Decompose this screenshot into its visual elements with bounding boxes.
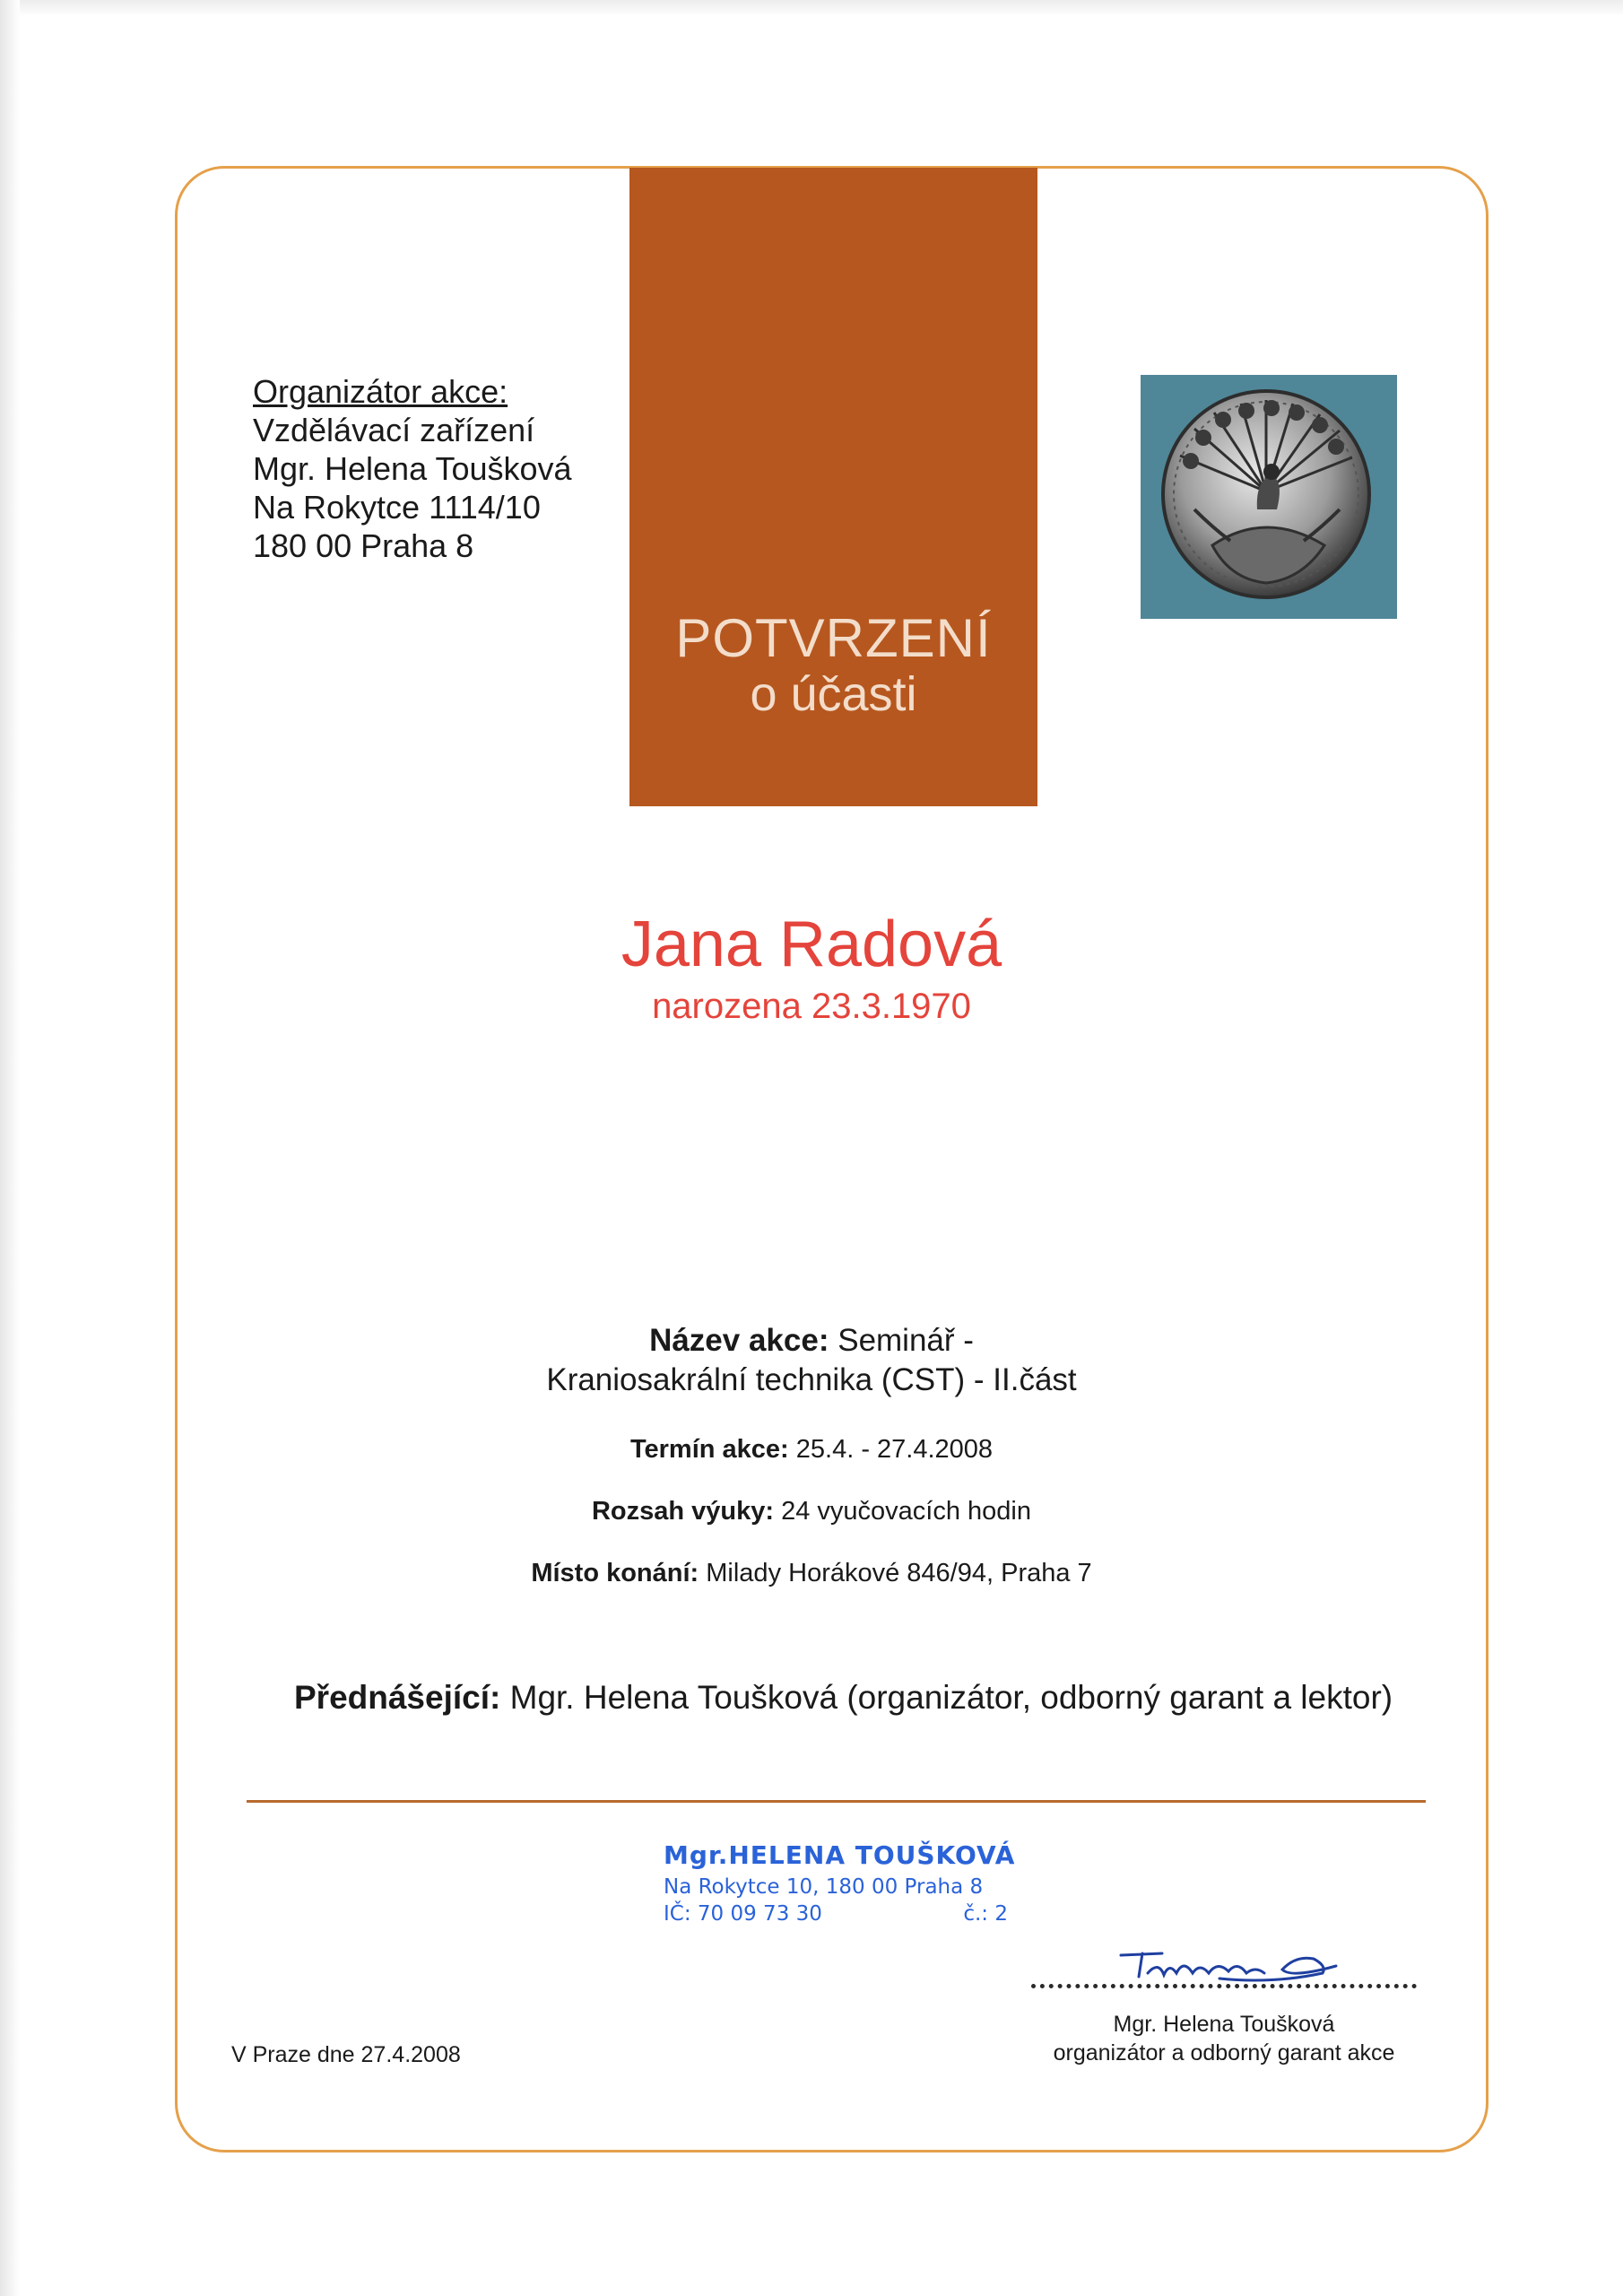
organizer-line: Vzdělávací zařízení bbox=[253, 412, 535, 448]
event-scope-line bbox=[0, 1497, 1623, 1526]
event-name-label: Název akce: bbox=[649, 1323, 829, 1358]
certificate-title: POTVRZENÍ bbox=[675, 608, 992, 668]
event-name-value: Seminář - bbox=[838, 1323, 974, 1358]
place-and-date: V Praze dne 27.4.2008 bbox=[231, 2042, 461, 2067]
divider bbox=[247, 1800, 1426, 1803]
event-term-line bbox=[0, 1435, 1623, 1465]
organizer-stamp bbox=[664, 1840, 1015, 1926]
event-term-label: Termín akce: bbox=[629, 1435, 789, 1464]
event-place-value: Milady Horákové 846/94, Praha 7 bbox=[706, 1559, 1092, 1587]
scan-edge-top bbox=[0, 0, 1623, 16]
event-name-value-continued: Kraniosakrální technika (CST) - II.část bbox=[546, 1362, 1077, 1397]
peacock-medallion-graphic bbox=[1141, 375, 1397, 619]
organizer-heading: Organizátor akce: bbox=[253, 373, 508, 410]
certificate-subtitle: o účasti bbox=[750, 667, 917, 721]
organizer-line: 180 00 Praha 8 bbox=[253, 527, 474, 564]
stamp-number: č.: 2 bbox=[963, 1902, 1008, 1926]
event-name-line bbox=[0, 1323, 1623, 1359]
participant-birth-date: narozena 23.3.1970 bbox=[652, 987, 971, 1026]
stamp-id-row bbox=[664, 1902, 1008, 1926]
lecturer-value: Mgr. Helena Toušková (organizátor, odborný garant a lektor) bbox=[509, 1679, 1393, 1716]
title-block bbox=[629, 168, 1037, 806]
scan-edge-left bbox=[0, 0, 20, 2296]
stamp-address: Na Rokytce 10, 180 00 Praha 8 bbox=[664, 1875, 984, 1899]
event-place-label: Místo konání: bbox=[531, 1559, 699, 1587]
organizer-line: Mgr. Helena Toušková bbox=[253, 450, 572, 487]
event-place-line bbox=[0, 1559, 1623, 1588]
signatory-name: Mgr. Helena Toušková bbox=[1113, 2012, 1335, 2037]
signature-line bbox=[1031, 1984, 1417, 1988]
peacock-medallion-icon bbox=[1141, 375, 1397, 619]
organizer-block bbox=[253, 372, 572, 565]
lecturer-label: Přednášející: bbox=[294, 1679, 501, 1716]
participant-name: Jana Radová bbox=[621, 909, 1002, 980]
event-term-value: 25.4. - 27.4.2008 bbox=[795, 1435, 994, 1464]
lecturer-line bbox=[294, 1679, 1393, 1717]
stamp-ic: IČ: 70 09 73 30 bbox=[664, 1902, 822, 1926]
event-scope-label: Rozsah výuky: bbox=[591, 1497, 775, 1526]
event-scope-value: 24 vyučovacích hodin bbox=[781, 1497, 1032, 1526]
stamp-title: Mgr.HELENA TOUŠKOVÁ bbox=[664, 1840, 1016, 1870]
signatory-role: organizátor a odborný garant akce bbox=[1053, 2040, 1395, 2066]
organizer-line: Na Rokytce 1114/10 bbox=[253, 489, 541, 526]
